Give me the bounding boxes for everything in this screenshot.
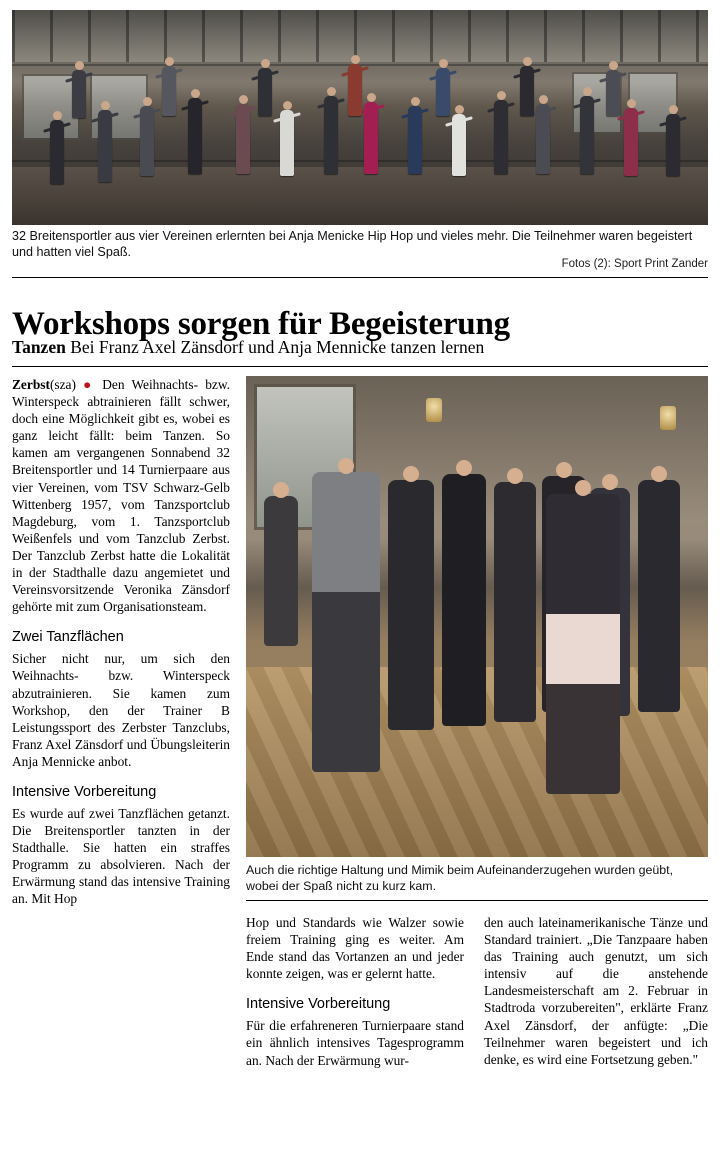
background-dancer (388, 480, 434, 730)
middle-photo-caption: Auch die richtige Haltung und Mimik beim Aufeinanderzugehen wurden geübt, wobei der Spaß nicht zu kurz kam. (246, 863, 674, 893)
dancer (50, 120, 64, 184)
top-photo-caption: 32 Breitensportler aus vier Vereinen erlernten bei Anja Menicke Hip Hop und vieles mehr. Die Teilnehmer waren begeistert und hatten viel Spaß. (12, 229, 693, 259)
divider-rule (246, 900, 708, 901)
dancer (452, 114, 466, 176)
dancer (162, 66, 176, 116)
divider-rule (12, 277, 708, 278)
dancer (536, 104, 550, 174)
top-photo (12, 10, 708, 225)
foreground-dancer-female (546, 494, 620, 794)
dancer (666, 114, 680, 176)
article-subheadline (12, 336, 708, 358)
section-heading-zwei-tanzflaechen: Zwei Tanzflächen (12, 629, 124, 646)
dancer (72, 70, 86, 118)
article-column-2 (246, 914, 464, 1069)
dancer (364, 102, 378, 174)
lead-text: Den Weihnachts- bzw. Winterspeck abtrainieren fällt schwer, doch eine Möglichkeit gibt es, wobei es ganz leicht fällt: beim Tanzen. So kamen am vergangenen Sonnabend 32 Breitensportler und 14 Turnierpaare aus vier Vereinen, vom TSV Schwarz-Gelb Wittenberg 1957, vom Tanzsportclub Magdeburg, vom 1. Tanzsportclub Weißenfels und vom Tanzclub Zerbst. Der Tanzclub Zerbst hatte die Lokalität in der Stadthalle dazu angemietet und Vereinsvorsitzende Veronika Zänsdorf gehörte mit zum Organisationsteam. (12, 377, 230, 615)
top-photo-credit: Fotos (2): Sport Print Zander (561, 258, 708, 270)
section1-paragraph: Sicher nicht nur, um sich den Weihnachts- bzw. Winterspeck abzutrainieren. Sie kamen zum Workshop, den der Trainer B Leistungssport des Zerbster Tanzclubs, Franz Axel Zänsdorf und Übungsleiterin Anja Mennicke anbot. (12, 651, 230, 769)
dancer (520, 66, 534, 116)
dancer (188, 98, 202, 174)
article-column-3 (484, 914, 708, 1068)
divider-rule (12, 366, 708, 367)
dancer (258, 68, 272, 116)
dancer (140, 106, 154, 176)
column2-paragraph-1: Hop und Standards wie Walzer sowie freiem Training ging es weiter. Am Ende stand das Vortanzen an und jeder konnte zeigen, was er gelernt hatte. (246, 915, 464, 982)
dateline-place: Zerbst (12, 377, 50, 392)
ceiling-lamp-icon (660, 406, 676, 430)
background-dancer (264, 496, 298, 646)
dancer (236, 104, 250, 174)
dancer (324, 96, 338, 174)
dancer (280, 110, 294, 176)
middle-photo (246, 376, 708, 857)
foreground-dancer-male (312, 472, 380, 772)
background-dancer (442, 474, 486, 726)
wall-line (12, 160, 708, 162)
section-heading-intensive-vorbereitung-2: Intensive Vorbereitung (246, 996, 391, 1013)
bullet-icon: ● (83, 377, 96, 392)
dancer (624, 108, 638, 176)
dancer (408, 106, 422, 174)
article-column-1 (12, 376, 230, 908)
section2-paragraph: Es wurde auf zwei Tanzflächen getanzt. Die Breitensportler tanzten in der Stadthalle. Sie hatten ein straffes Programm zu absolvieren. Nach der Erwärmung stand das intensive Training an. Mit Hop (12, 805, 230, 907)
subheadline-text: Bei Franz Axel Zänsdorf und Anja Mennicke tanzen lernen (65, 337, 485, 357)
dancer (436, 68, 450, 116)
column2-paragraph-2: Für die erfahreneren Turnierpaare stand ein ähnlich intensives Tagesprogramm an. Nach der Erwärmung wur- (246, 1018, 464, 1068)
column3-paragraph-1: den auch lateinamerikanische Tänze und Standard trainiert. „Die Tanzpaare haben das Training auch genutzt, um sich intensiv auf die anstehende Landesmeisterschaft am 2. Februar in Stadtroda vorzubereiten", erklärte Franz Axel Zänsdorf, der anfügte: „Die Teilnehmer waren begeistert und ich denke, es wird eine Fortsetzung geben." (484, 915, 708, 1067)
article-headline: Workshops sorgen für Begeisterung (12, 306, 510, 343)
subheadline-kicker: Tanzen (12, 337, 66, 357)
background-dancer (494, 482, 536, 722)
ceiling-lamp-icon (426, 398, 442, 422)
dancer (606, 70, 620, 116)
dancer (98, 110, 112, 182)
section-heading-intensive-vorbereitung-1: Intensive Vorbereitung (12, 783, 157, 800)
dancer (580, 96, 594, 174)
dancer (494, 100, 508, 174)
background-dancer (638, 480, 680, 712)
dateline-author: (sza) (49, 377, 76, 392)
dateline-paragraph (12, 376, 230, 615)
dancer (348, 64, 362, 116)
